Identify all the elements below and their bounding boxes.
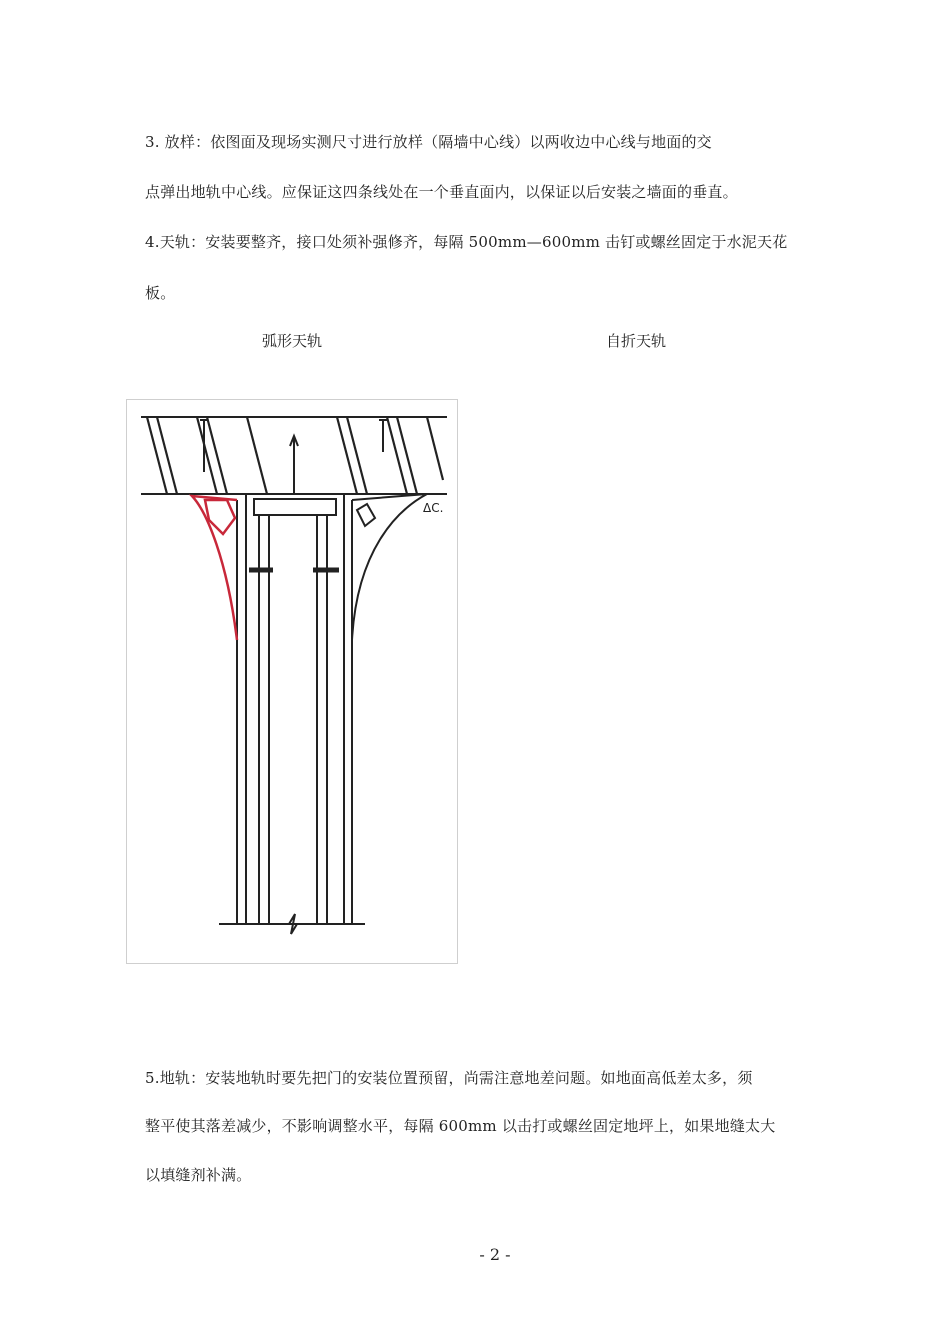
paragraph-5-line-1: 5.地轨：安装地轨时要先把门的安装位置预留，尚需注意地差问题。如地面高低差太多，须 [145, 1069, 753, 1087]
paragraph-4-line-1: 4.天轨：安装要整齐，接口处须补强修齐，每隔 500mm—600mm 击钉或螺丝固定于水泥天花 [145, 233, 788, 251]
top-plate [254, 499, 336, 515]
paragraph-5-line-2: 整平使其落差减少，不影响调整水平，每隔 600mm 以击打或螺丝固定地坪上，如果地缝太大 [145, 1117, 776, 1135]
nails [200, 420, 387, 494]
ceiling-track-drawing [127, 400, 457, 963]
paragraph-4-line-2: 板。 [145, 284, 176, 302]
paragraph-3-line-1: 3. 放样：依图面及现场实测尺寸进行放样（隔墙中心线）以两收边中心线与地面的交 [145, 133, 712, 151]
page-number: - 2 - [479, 1245, 511, 1264]
figure-annotation: ΔC. [423, 501, 444, 515]
ceiling-track-diagram [126, 399, 458, 964]
caption-arc-ceiling-track: 弧形天轨 [262, 332, 323, 350]
paragraph-3-line-2: 点弹出地轨中心线。应保证这四条线处在一个垂直面内，以保证以后安装之墙面的垂直。 [145, 183, 738, 201]
caption-folded-ceiling-track: 自折天轨 [606, 332, 667, 350]
studs [237, 500, 352, 924]
paragraph-5-line-3: 以填缝剂补满。 [145, 1166, 252, 1184]
right-arc-trim [352, 494, 427, 640]
left-arc-trim-highlight [192, 496, 237, 640]
